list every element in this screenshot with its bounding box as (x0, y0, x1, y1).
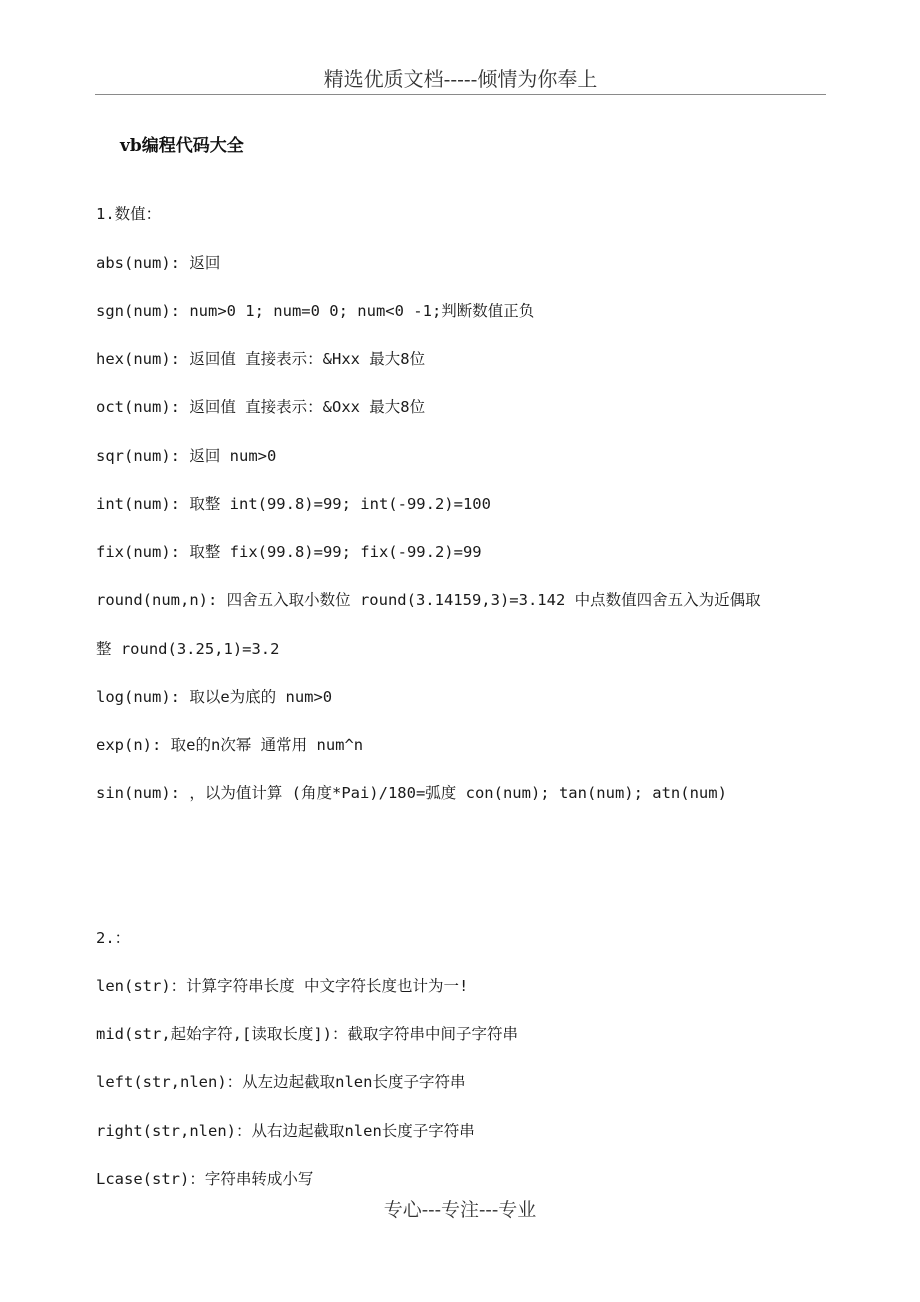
section1-heading: 1.数值： (96, 205, 162, 223)
function-round: round(num,n): 四舍五入取小数位 round(3.14159,3)=3.142 中点数值四舍五入为近偶取 (96, 591, 761, 609)
function-abs: abs(num): 返回 (96, 254, 221, 272)
function-exp: exp(n): 取e的n次幂 通常用 num^n (96, 736, 364, 754)
function-round-cont: 整 round(3.25,1)=3.2 (96, 640, 280, 658)
function-sqr: sqr(num): 返回 num>0 (96, 447, 277, 465)
function-mid: mid(str,起始字符,[读取长度])：截取字符串中间子字符串 (96, 1025, 518, 1043)
function-hex: hex(num): 返回值 直接表示：&Hxx 最大8位 (96, 350, 426, 368)
document-title: vb编程代码大全 (120, 136, 244, 156)
function-int: int(num): 取整 int(99.8)=99; int(-99.2)=100 (96, 495, 491, 513)
function-oct: oct(num): 返回值 直接表示：&Oxx 最大8位 (96, 398, 426, 416)
function-sgn: sgn(num): num>0 1; num=0 0; num<0 -1;判断数值正负 (96, 302, 535, 320)
page-header: 精选优质文档-----倾情为你奉上 (95, 64, 826, 95)
function-len: len(str)：计算字符串长度 中文字符长度也计为一! (96, 977, 469, 995)
function-lcase: Lcase(str)：字符串转成小写 (96, 1170, 314, 1188)
function-fix: fix(num): 取整 fix(99.8)=99; fix(-99.2)=99 (96, 543, 482, 561)
function-log: log(num): 取以e为底的 num>0 (96, 688, 333, 706)
section2-heading: 2.： (96, 929, 131, 947)
function-right: right(str,nlen)：从右边起截取nlen长度子字符串 (96, 1122, 475, 1140)
function-left: left(str,nlen)：从左边起截取nlen长度子字符串 (96, 1073, 466, 1091)
function-sin: sin(num): ，以为值计算 (角度*Pai)/180=弧度 con(num); tan(num); atn(num) (96, 784, 727, 802)
page-footer: 专心---专注---专业 (383, 1199, 537, 1221)
